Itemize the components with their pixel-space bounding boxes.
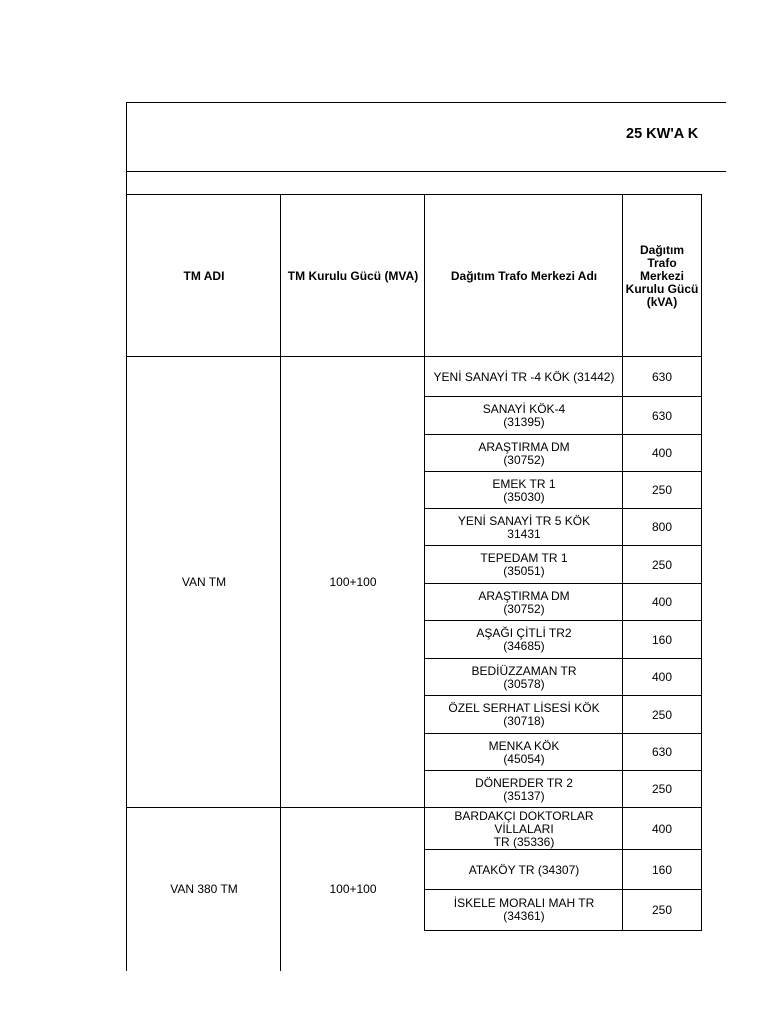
center-name-cell: TEPEDAM TR 1 (35051) — [424, 545, 623, 584]
center-name-cell: MENKA KÖK (45054) — [424, 733, 623, 771]
center-power-cell: 250 — [622, 545, 702, 584]
center-name-cell: EMEK TR 1 (35030) — [424, 471, 623, 509]
center-name-cell: YENİ SANAYİ TR 5 KÖK 31431 — [424, 508, 623, 546]
center-name-cell: ÖZEL SERHAT LİSESİ KÖK (30718) — [424, 695, 623, 734]
center-power-cell: 630 — [622, 733, 702, 771]
tm-power-cell: 100+100 — [280, 807, 425, 971]
center-power-cell: 630 — [622, 356, 702, 397]
center-power-cell: 160 — [622, 620, 702, 659]
center-power-cell: 400 — [622, 583, 702, 621]
center-power-cell: 800 — [622, 508, 702, 546]
center-power-cell: 400 — [622, 434, 702, 472]
page-title: 25 KW'A K — [626, 126, 699, 142]
header-center-name: Dağıtım Trafo Merkezi Adı — [424, 194, 623, 357]
center-name-cell: SANAYİ KÖK-4 (31395) — [424, 396, 623, 435]
tm-name-cell: VAN 380 TM — [126, 807, 281, 971]
center-power-cell: 400 — [622, 807, 702, 850]
center-power-cell: 160 — [622, 849, 702, 890]
center-power-cell: 250 — [622, 695, 702, 734]
center-power-cell: 400 — [622, 658, 702, 696]
center-power-cell: 250 — [622, 889, 702, 931]
header-tm-name: TM ADI — [126, 194, 281, 357]
center-name-cell: ATAKÖY TR (34307) — [424, 849, 623, 890]
center-name-cell: BARDAKÇI DOKTORLAR VİLLALARI TR (35336) — [424, 807, 623, 850]
center-power-cell: 250 — [622, 471, 702, 509]
center-power-cell: 630 — [622, 396, 702, 435]
center-name-cell: ARAŞTIRMA DM (30752) — [424, 434, 623, 472]
center-name-cell: BEDİÜZZAMAN TR (30578) — [424, 658, 623, 696]
header-tm-power: TM Kurulu Gücü (MVA) — [280, 194, 425, 357]
center-power-cell: 250 — [622, 770, 702, 808]
center-name-cell: DÖNERDER TR 2 (35137) — [424, 770, 623, 808]
header-center-power: Dağıtım Trafo Merkezi Kurulu Gücü (kVA) — [622, 194, 702, 357]
tm-name-cell: VAN TM — [126, 356, 281, 808]
center-name-cell: ARAŞTIRMA DM (30752) — [424, 583, 623, 621]
center-name-cell: İSKELE MORALI MAH TR (34361) — [424, 889, 623, 931]
center-name-cell: AŞAĞI ÇİTLİ TR2 (34685) — [424, 620, 623, 659]
center-name-cell: YENİ SANAYİ TR -4 KÖK (31442) — [424, 356, 623, 397]
tm-power-cell: 100+100 — [280, 356, 425, 808]
